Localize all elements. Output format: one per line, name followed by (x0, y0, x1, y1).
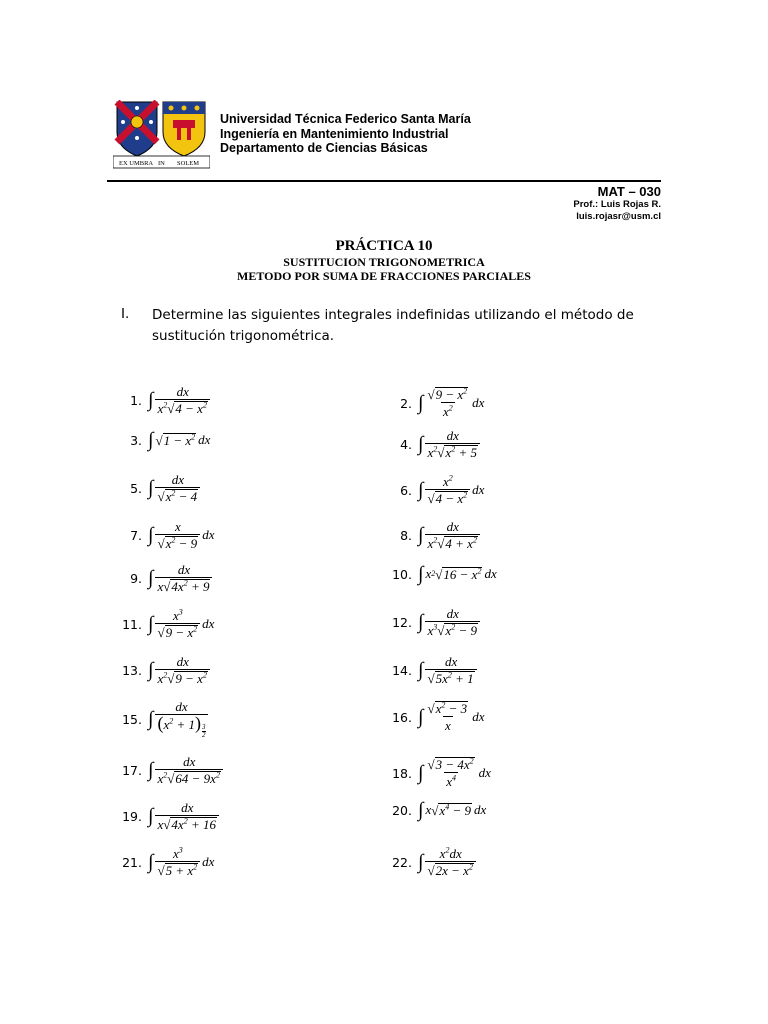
exercise-number: 1. (130, 392, 142, 408)
exercise-10 (374, 552, 497, 596)
exercise-1 (104, 378, 210, 422)
exercise-number: 17. (122, 762, 142, 778)
integral-expression: ∫ x 2 √ $16 - x^2$ dx (418, 563, 497, 585)
exercise-2 (374, 381, 484, 425)
integral-expression: ∫ √ $1 - x^2$ dx (148, 429, 211, 451)
integral-expression: ∫ $x^3$ √ $5 + x^2$ dx (148, 845, 215, 878)
exercise-number: 4. (400, 436, 412, 452)
department-name: Departamento de Ciencias Básicas (220, 141, 428, 155)
title-block (0, 237, 768, 283)
exercise-5 (104, 466, 200, 510)
exercise-13 (104, 648, 210, 692)
integral-expression: ∫ dx $x^2$ √ $x^2 + 5$ (418, 428, 480, 460)
integral-expression: ∫ dx $x^3$ √ $x^2 - 9$ (418, 606, 480, 638)
integral-expression: ∫ dx x √ $4x^2 + 9$ (148, 562, 212, 594)
practice-subtitle-1: SUSTITUCION TRIGONOMETRICA (283, 255, 485, 269)
exercise-number: 3. (130, 432, 142, 448)
integral-expression: ∫ dx $(x^2 + 1)$ $\frac{3}{2}$ (148, 699, 206, 739)
integral-expression: ∫ x √ $x^4 - 9$ dx (418, 799, 487, 821)
exercise-16 (374, 695, 484, 739)
integral-expression: ∫ √ $x^2 - 3$ x dx (418, 700, 485, 733)
exercise-14 (374, 648, 477, 692)
exercise-number: 10. (392, 566, 412, 582)
exercise-8 (374, 513, 480, 557)
professor-name: Prof.: Luis Rojas R. (573, 199, 661, 210)
crest-motto-left: EX UMBRA (119, 160, 154, 167)
exercise-number: 15. (122, 711, 142, 727)
exercise-7 (104, 513, 214, 557)
university-name: Universidad Técnica Federico Santa María (220, 112, 471, 126)
exercise-20 (374, 788, 486, 832)
exercise-number: 21. (122, 854, 142, 870)
exercise-17 (104, 748, 223, 792)
exercise-11 (104, 602, 214, 646)
integral-expression: ∫ $x^3$ √ $9 - x^2$ dx (148, 607, 215, 640)
header-divider (107, 180, 661, 182)
exercise-number: 7. (130, 527, 142, 543)
exercise-number: 11. (122, 616, 142, 632)
exercise-number: 2. (400, 395, 412, 411)
crest-motto-mid: IN (158, 160, 165, 167)
exercise-number: 19. (122, 808, 142, 824)
course-code: MAT – 030 (597, 184, 661, 199)
practice-subtitle-2: METODO POR SUMA DE FRACCIONES PARCIALES (237, 269, 531, 283)
faculty-name: Ingeniería en Mantenimiento Industrial (220, 126, 449, 141)
exercise-22 (374, 840, 476, 884)
integral-expression: ∫ x √ $x^2 - 9$ dx (148, 519, 215, 551)
integral-expression: ∫ $x^2$ √ $4 - x^2$ dx (418, 473, 485, 506)
exercise-number: 8. (400, 527, 412, 543)
integral-expression: ∫ dx √ $x^2 - 4$ (148, 472, 200, 504)
exercise-6 (374, 468, 484, 512)
integral-expression: ∫ √ $3 - 4x^2$ $x^4$ dx (418, 756, 491, 789)
exercise-number: 5. (130, 480, 142, 496)
integral-expression: ∫ dx $x^2$ √ $4 - x^2$ (148, 384, 210, 416)
integral-expression: ∫ √ $9 - x^2$ $x^2$ dx (418, 386, 485, 419)
integral-expression: ∫ dx $x^2$ √ $9 - x^2$ (148, 654, 210, 686)
course-info (573, 184, 661, 223)
exercise-number: 6. (400, 482, 412, 498)
exercise-4 (374, 422, 480, 466)
crest-motto-right: SOLEM (177, 160, 200, 167)
integral-expression: ∫ dx x √ $4x^2 + 16$ (148, 800, 219, 832)
exercise-number: 18. (392, 765, 412, 781)
integral-expression: ∫ dx $x^2$ √ $4 + x^2$ (418, 519, 480, 551)
practice-title: PRÁCTICA 10 (335, 238, 433, 254)
integral-expression: ∫ $x^2dx$ √ $2x - x^2$ (418, 846, 476, 878)
exercise-19 (104, 794, 219, 838)
exercise-number: 22. (392, 854, 412, 870)
section-instruction: Determine las siguientes integrales indefinidas utilizando el método de sustitución trigonométrica. (152, 307, 634, 344)
section-numeral: I. (121, 306, 130, 322)
exercise-number: 12. (392, 614, 412, 630)
exercise-number: 13. (122, 662, 142, 678)
institution-block (220, 112, 471, 156)
professor-email: luis.rojasr@usm.cl (576, 211, 661, 222)
exercise-9 (104, 556, 212, 600)
exercise-number: 20. (392, 802, 412, 818)
exercise-12 (374, 600, 480, 644)
exercise-number: 9. (130, 570, 142, 586)
exercise-15 (104, 694, 208, 744)
exercise-3 (104, 418, 210, 462)
integral-expression: ∫ dx $x^2$ √ $64 - 9x^2$ (148, 754, 223, 786)
integral-expression: ∫ dx √ $5x^2 + 1$ (418, 654, 477, 686)
exercise-21 (104, 840, 214, 884)
exercise-number: 14. (392, 662, 412, 678)
university-crest (113, 100, 210, 170)
exercise-number: 16. (392, 709, 412, 725)
